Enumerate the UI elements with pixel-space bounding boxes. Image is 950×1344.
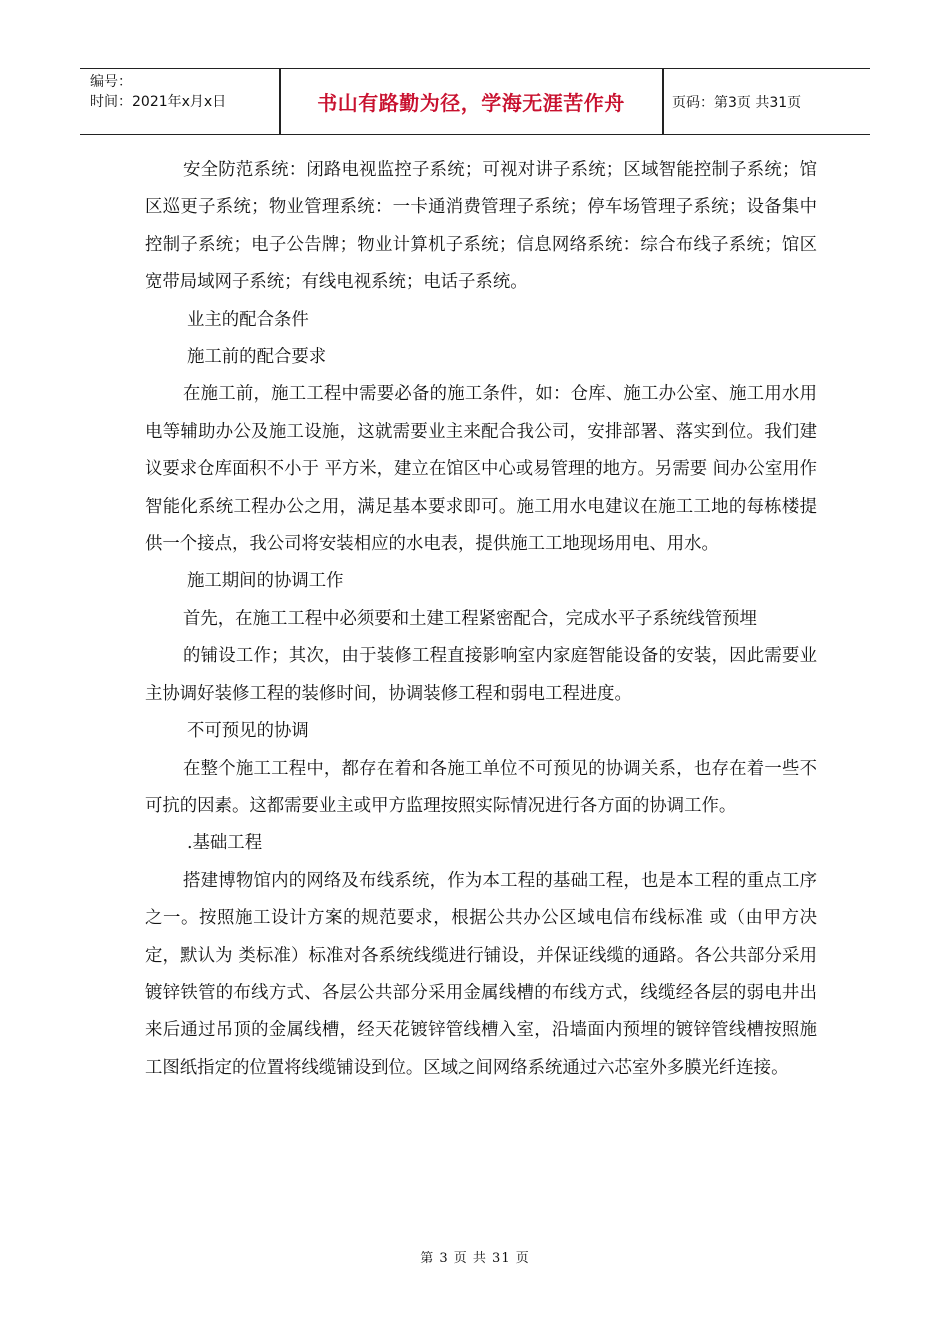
paragraph-security-systems: 安全防范系统：闭路电视监控子系统；可视对讲子系统；区域智能控制子系统；馆区巡更子系统；物业管理系统：一卡通消费管理子系统；停车场管理子系统；设备集中控制子系统；电子公告牌；物业计算机子系统；信息网络系统：综合布线子系统；馆区宽带局域网子系统；有线电视系统；电话子系统。 xyxy=(145,160,817,293)
page-header xyxy=(80,68,870,135)
heading-foundation-work: .基础工程 xyxy=(187,833,263,854)
paragraph-coordination-first: 首先，在施工工程中必须要和土建工程紧密配合，完成水平子系统线管预埋 xyxy=(183,608,757,629)
header-motto: 书山有路勤为径，学海无涯苦作舟 xyxy=(317,91,625,115)
header-meta xyxy=(90,72,226,112)
page-footer: 第 3 页 共 31 页 xyxy=(420,1251,530,1266)
header-page-info: 页码：第3页 共31页 xyxy=(672,94,802,111)
document-body xyxy=(145,152,817,1087)
paragraph-pre-construction: 在施工前，施工工程中需要必备的施工条件，如：仓库、施工办公室、施工用水用电等辅助办公及施工设施，这就需要业主来配合我公司，安排部署、落实到位。我们建议要求仓库面积不小于 平方米，建立在馆区中心或易管理的地方。另需要 间办公室用作智能化系统工程办公之用，满足基本要求即可。施工用水电建议在施工工地的每栋楼提供一个接点，我公司将安装相应的水电表，提供施工工地现场用电、用水。 xyxy=(145,384,817,555)
paragraph-coordination-second: 的铺设工作；其次，由于装修工程直接影响室内家庭智能设备的安装，因此需要业主协调好装修工程的装修时间，协调装修工程和弱电工程进度。 xyxy=(145,646,817,704)
paragraph-unforeseen: 在整个施工工程中，都存在着和各施工单位不可预见的协调关系，也存在着一些不可抗的因素。这都需要业主或甲方监理按照实际情况进行各方面的协调工作。 xyxy=(145,758,817,816)
heading-coordination-during: 施工期间的协调工作 xyxy=(187,571,344,592)
document-number-label: 编号： xyxy=(90,74,132,90)
heading-pre-construction: 施工前的配合要求 xyxy=(187,347,327,368)
heading-owner-cooperation: 业主的配合条件 xyxy=(187,309,309,330)
paragraph-foundation-work: 搭建博物馆内的网络及布线系统，作为本工程的基础工程，也是本工程的重点工序之一。按照施工设计方案的规范要求，根据公共办公区域电信布线标准 或（由甲方决定，默认为 类标准）标准对各系统线缆进行铺设，并保证线缆的通路。各公共部分采用镀锌铁管的布线方式、各层公共部分采用金属线槽的布线方式，线缆经各层的弱电井出来后通过吊顶的金属线槽，经天花镀锌管线槽入室，沿墙面内预埋的镀锌管线槽按照施工图纸指定的位置将线缆铺设到位。区域之间网络系统通过六芯室外多膜光纤连接。 xyxy=(145,870,817,1078)
heading-unforeseen: 不可预见的协调 xyxy=(187,721,309,742)
document-time-label: 时间：2021年x月x日 xyxy=(90,94,227,110)
